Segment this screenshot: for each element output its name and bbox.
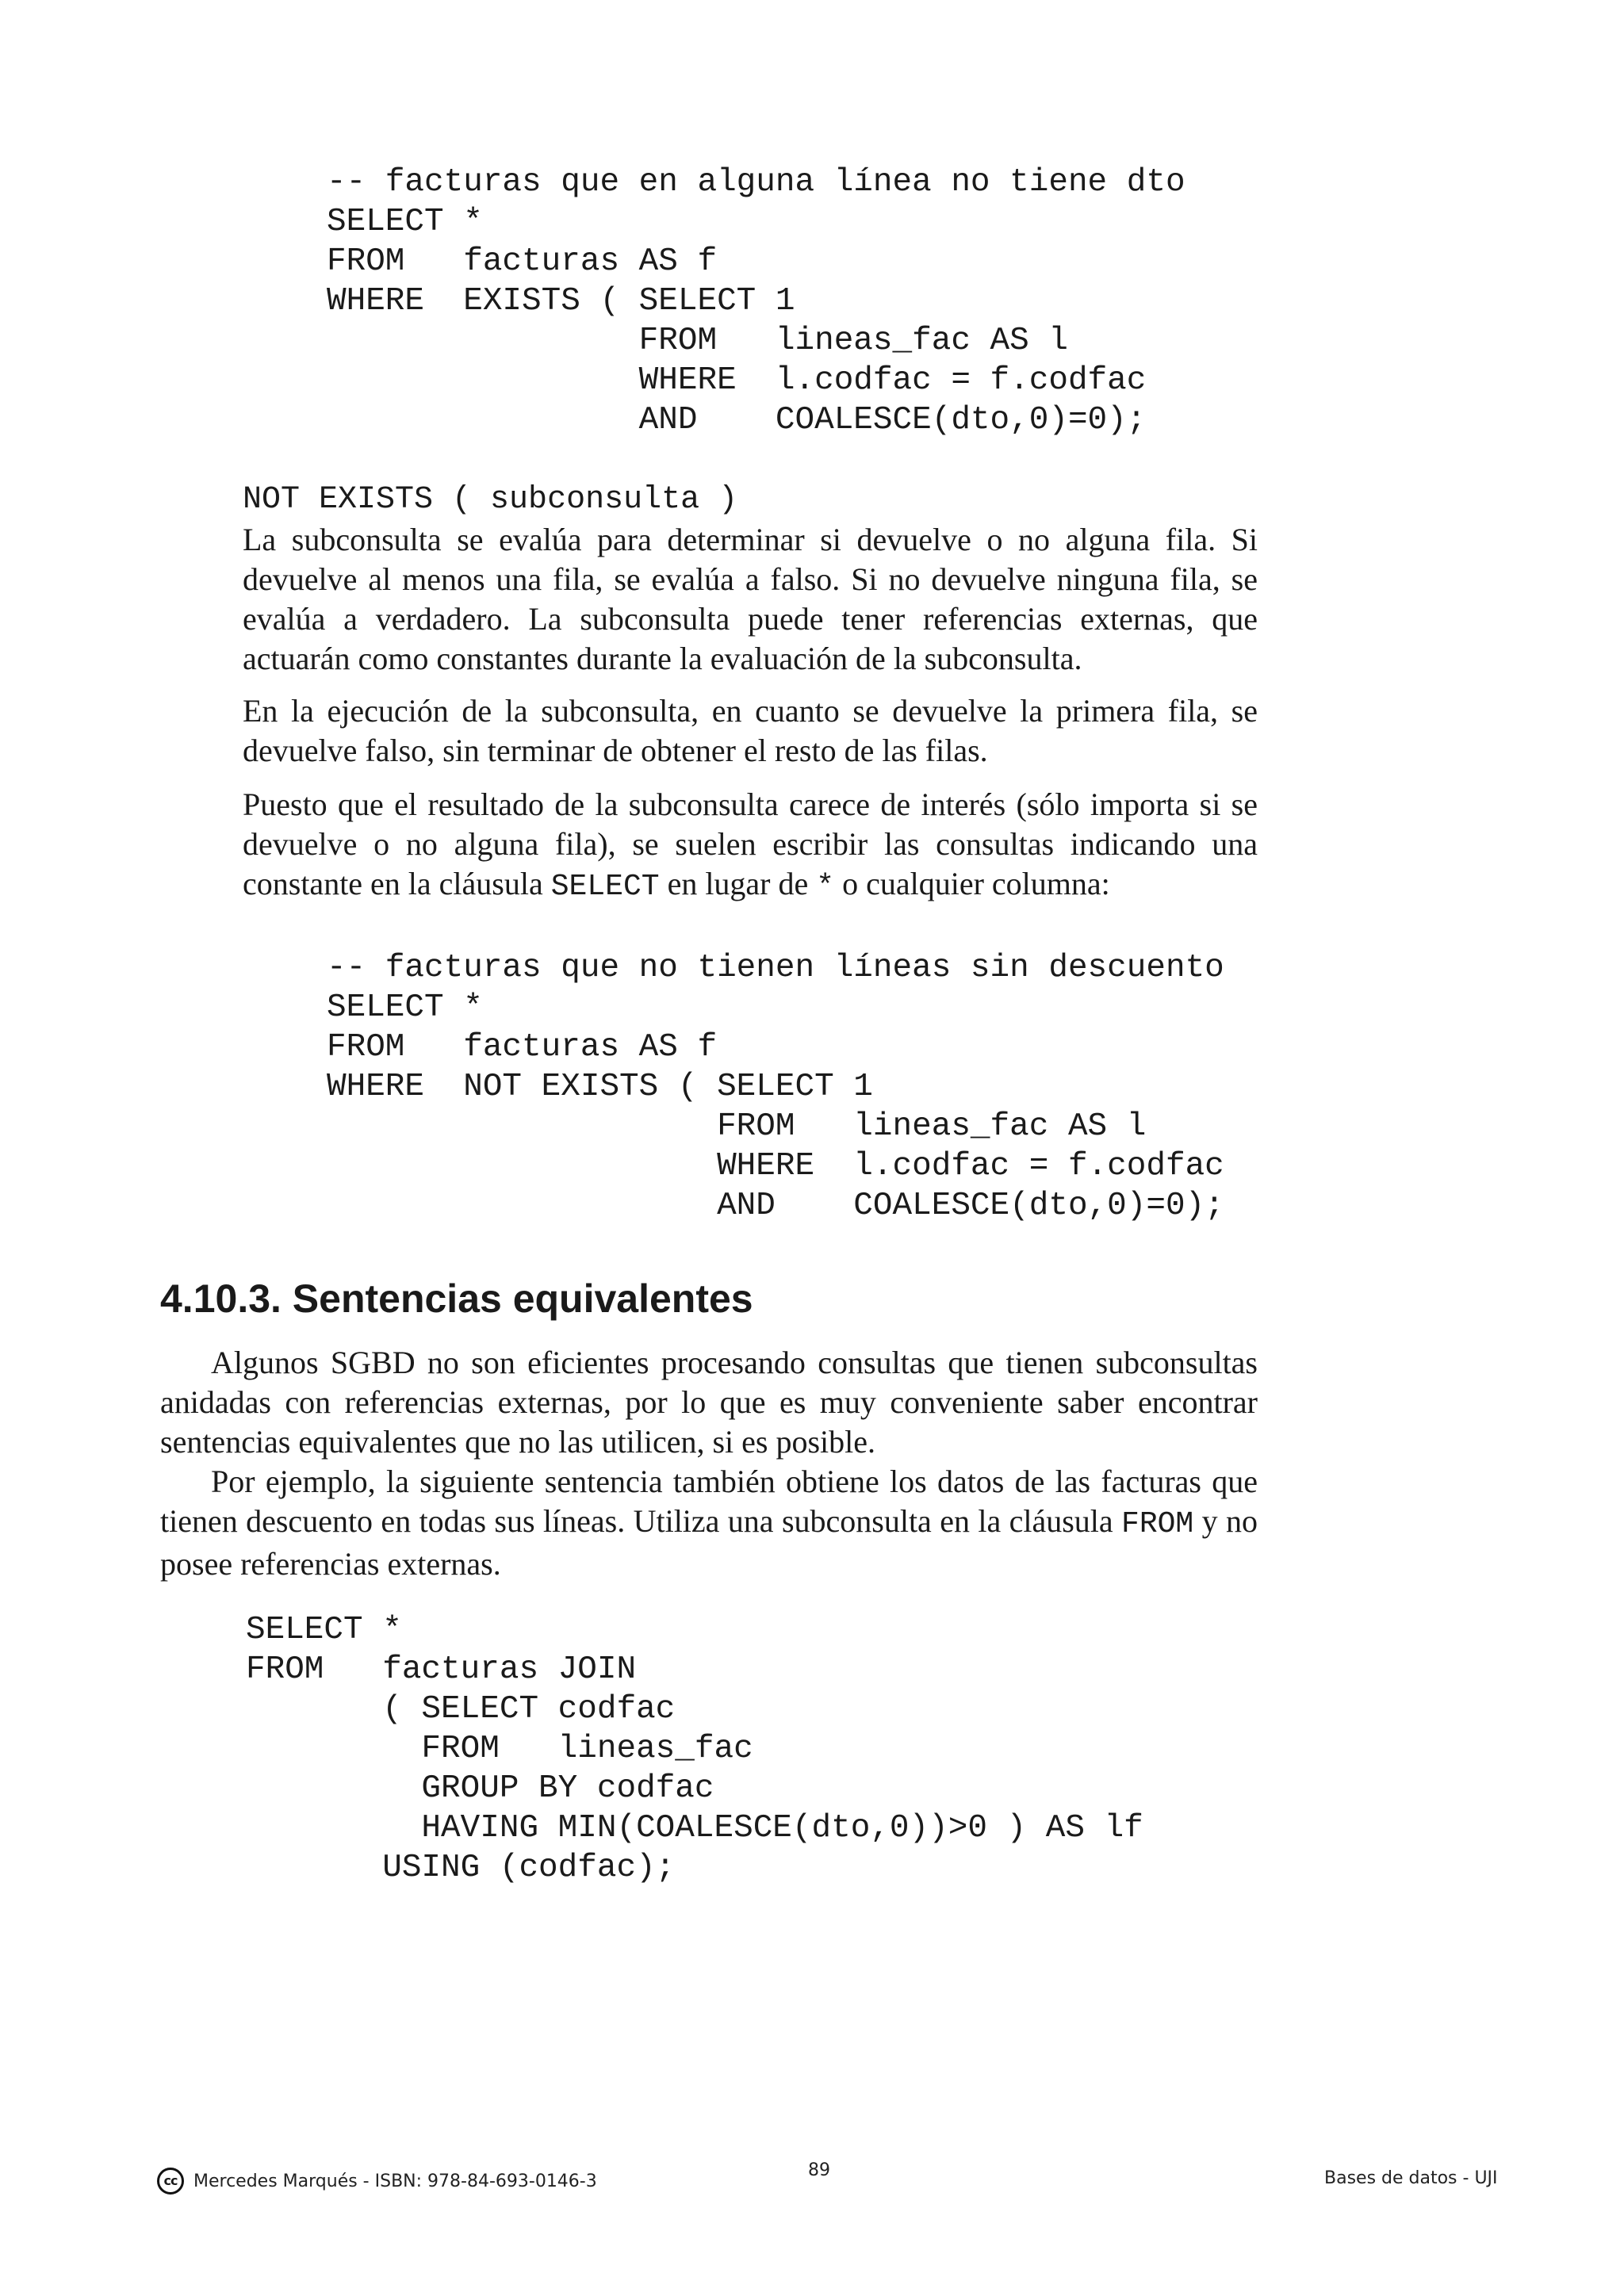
code-line: FROM lineas_fac AS l — [327, 1108, 1147, 1145]
footer-book-title: Bases de datos - UJI — [1324, 2168, 1498, 2188]
inline-code-asterisk: * — [816, 870, 835, 904]
code-block-exists — [327, 163, 1185, 440]
code-block-not-exists — [327, 948, 1224, 1226]
section-paragraph-1: Algunos SGBD no son eficientes procesando consultas que tienen subconsultas anidadas con referencias externas, por lo que es muy conveniente saber encontrar sentencias equivalentes que no las utilicen, si es posible. — [160, 1345, 1258, 1460]
code-line: FROM facturas AS f — [327, 1029, 718, 1066]
text-run: Puesto que el resultado de la subconsulta carece de interés (sólo importa si se devuelve o no alguna fila), se suelen escribir las consultas indicando una constante en la cláusula — [243, 786, 1258, 901]
code-line: USING (codfac); — [246, 1850, 676, 1886]
inline-code-from: FROM — [1121, 1507, 1194, 1541]
section-paragraph-2 — [160, 1462, 1258, 1584]
text-run: Por ejemplo, la siguiente sentencia también obtiene los datos de las facturas que tienen descuento en todas sus líneas. Utiliza una subconsulta en la cláusula — [160, 1464, 1258, 1539]
code-line: SELECT * — [327, 989, 483, 1026]
code-line: WHERE EXISTS ( SELECT 1 — [327, 283, 795, 320]
text-run: o cualquier columna: — [834, 866, 1110, 901]
creative-commons-icon: cc — [157, 2168, 184, 2195]
code-line: -- facturas que en alguna línea no tiene dto — [327, 164, 1185, 201]
text-run: y no posee referencias externas. — [160, 1503, 1258, 1582]
code-line: WHERE NOT EXISTS ( SELECT 1 — [327, 1069, 873, 1105]
code-line: GROUP BY codfac — [246, 1770, 714, 1807]
code-line: AND COALESCE(dto,0)=0); — [327, 1188, 1224, 1224]
text-run: en lugar de — [659, 866, 817, 901]
code-line: FROM lineas_fac — [246, 1731, 753, 1767]
code-line: WHERE l.codfac = f.codfac — [327, 1148, 1224, 1184]
not-exists-paragraph-1: La subconsulta se evalúa para determinar si devuelve o no alguna fila. Si devuelve al menos una fila, se evalúa a falso. Si no devuelve ninguna fila, se evalúa a verdadero. La subconsulta puede tener referencias externas, que actuarán como constantes durante la evaluación de la subconsulta. — [243, 522, 1258, 676]
code-line: -- facturas que no tienen líneas sin descuento — [327, 950, 1224, 986]
code-line: SELECT * — [246, 1612, 402, 1648]
not-exists-paragraph-2: En la ejecución de la subconsulta, en cuanto se devuelve la primera fila, se devuelve falso, sin terminar de obtener el resto de las filas. — [243, 693, 1258, 768]
code-line: SELECT * — [327, 204, 483, 240]
not-exists-paragraph-3 — [243, 785, 1258, 907]
code-line: FROM lineas_fac AS l — [327, 323, 1068, 359]
section-heading: 4.10.3. Sentencias equivalentes — [160, 1276, 753, 1321]
not-exists-term: NOT EXISTS ( subconsulta ) — [243, 482, 738, 518]
footer-page-number: 89 — [808, 2160, 830, 2180]
code-line: AND COALESCE(dto,0)=0); — [327, 402, 1147, 438]
code-line: ( SELECT codfac — [246, 1691, 676, 1728]
code-block-join — [246, 1610, 1143, 1888]
code-line: FROM facturas AS f — [327, 243, 718, 280]
code-line: FROM facturas JOIN — [246, 1651, 637, 1688]
inline-code-select: SELECT — [550, 870, 660, 904]
code-line: WHERE l.codfac = f.codfac — [327, 362, 1147, 399]
code-line: HAVING MIN(COALESCE(dto,0))>0 ) AS lf — [246, 1810, 1143, 1846]
footer-author: Mercedes Marqués - ISBN: 978-84-693-0146-3 — [193, 2172, 597, 2191]
